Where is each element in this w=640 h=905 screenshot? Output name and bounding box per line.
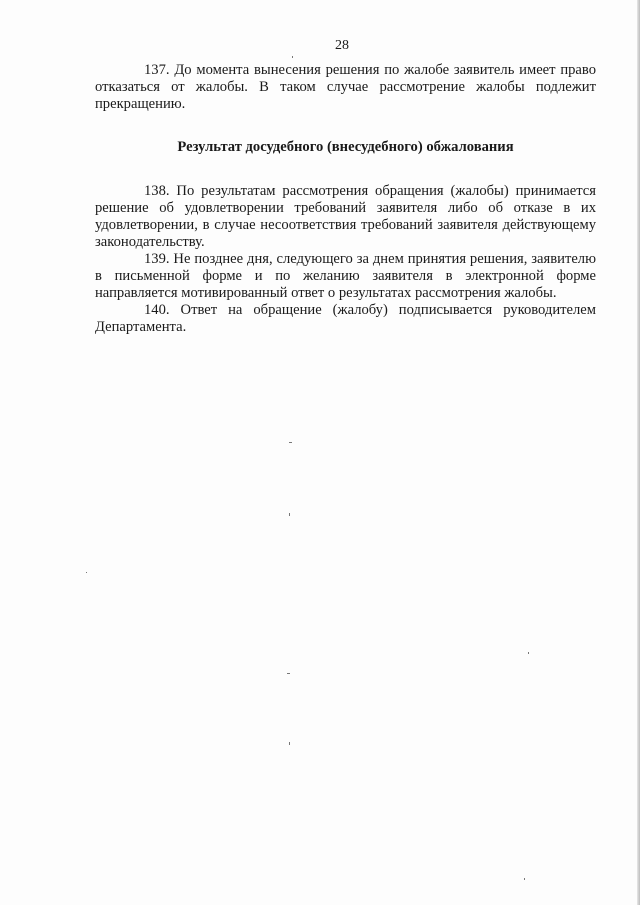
scan-speck xyxy=(289,513,290,516)
section-heading: Результат досудебного (внесудебного) обжалования xyxy=(177,139,514,155)
scan-speck xyxy=(528,652,529,654)
scan-speck xyxy=(86,572,87,573)
paragraph-137: 137. До момента вынесения решения по жалобе заявитель имеет право отказаться от жалобы. В таком случае рассмотрение жалобы подлежит прекращению. xyxy=(95,62,596,112)
page-number: 28 xyxy=(335,38,349,53)
scan-speck xyxy=(292,56,293,58)
paragraph-138: 138. По результатам рассмотрения обращения (жалобы) принимается решение об удовлетворении требований заявителя либо об отказе в их удовлетворении, в случае несоответствия требований заявителя действующему законодательству. xyxy=(95,183,596,250)
scan-speck xyxy=(289,742,290,745)
scan-speck xyxy=(287,673,290,674)
scan-speck xyxy=(289,442,292,443)
paragraph-139: 139. Не позднее дня, следующего за днем принятия решения, заявителю в письменной форме и по желанию заявителя в электронной форме направляется мотивированный ответ о результатах рассмотрения жалобы. xyxy=(95,251,596,301)
document-body xyxy=(95,62,596,336)
scan-speck xyxy=(524,878,525,880)
paragraph-140: 140. Ответ на обращение (жалобу) подписывается руководителем Департамента. xyxy=(95,302,596,335)
